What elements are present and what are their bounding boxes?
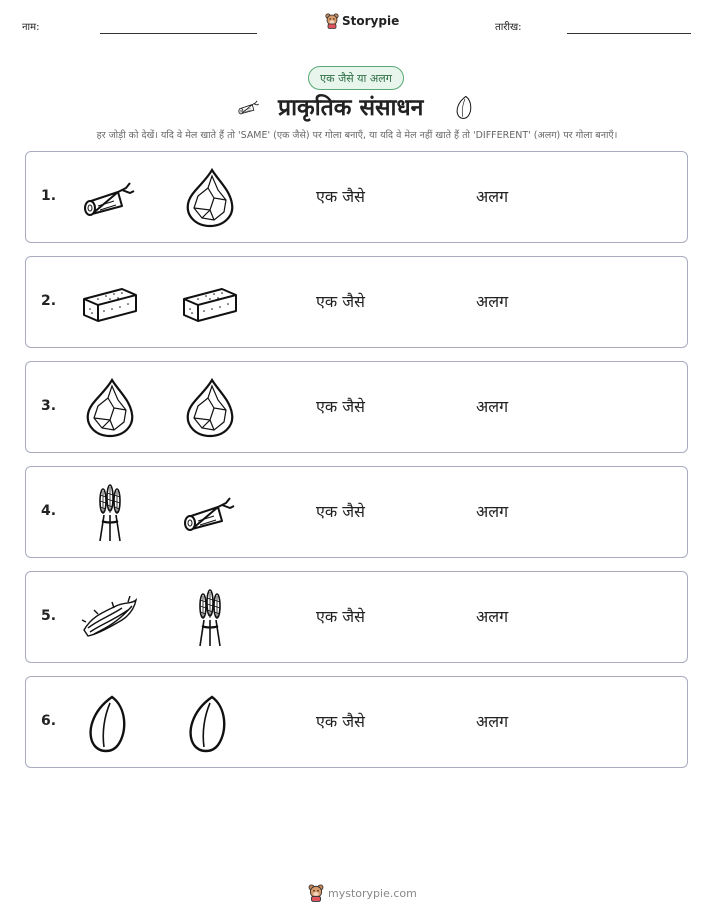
different-option[interactable]: अलग	[476, 397, 509, 416]
brick-icon	[78, 271, 142, 335]
question-row	[25, 571, 688, 663]
same-option[interactable]: एक जैसे	[316, 187, 365, 206]
worksheet-header	[0, 0, 714, 50]
question-number: 2.	[41, 293, 57, 309]
bear-mascot-icon	[308, 884, 324, 902]
seed-icon	[178, 691, 242, 755]
seed-icon	[78, 691, 142, 755]
brick-icon	[178, 271, 242, 335]
log-icon	[178, 481, 242, 545]
activity-badge: एक जैसे या अलग	[308, 66, 404, 90]
flint-stone-icon	[178, 376, 242, 440]
question-row	[25, 256, 688, 348]
question-row	[25, 466, 688, 558]
different-option[interactable]: अलग	[476, 187, 509, 206]
question-number: 3.	[41, 398, 57, 414]
different-option[interactable]: अलग	[476, 607, 509, 626]
question-number: 1.	[41, 188, 57, 204]
different-option[interactable]: अलग	[476, 502, 509, 521]
seed-icon	[452, 92, 478, 122]
footer-url: mystorypie.com	[328, 886, 417, 900]
same-option[interactable]: एक जैसे	[316, 502, 365, 521]
different-option[interactable]: अलग	[476, 712, 509, 731]
name-field-line[interactable]	[100, 33, 257, 34]
question-row	[25, 676, 688, 768]
same-option[interactable]: एक जैसे	[316, 607, 365, 626]
question-row	[25, 151, 688, 243]
brand-name: Storypie	[342, 14, 400, 28]
same-option[interactable]: एक जैसे	[316, 397, 365, 416]
question-row	[25, 361, 688, 453]
flint-stone-icon	[78, 376, 142, 440]
date-label: तारीख:	[495, 22, 522, 33]
same-option[interactable]: एक जैसे	[316, 292, 365, 311]
question-number: 4.	[41, 503, 57, 519]
wheat-bundle-icon	[178, 586, 242, 650]
footer	[308, 884, 417, 902]
question-number: 6.	[41, 713, 57, 729]
wheat-bundle-icon	[78, 481, 142, 545]
page-title: प्राकृतिक संसाधन	[278, 95, 424, 121]
flint-stone-icon	[178, 166, 242, 230]
title-row	[0, 90, 714, 124]
name-label: नाम:	[22, 22, 40, 33]
different-option[interactable]: अलग	[476, 292, 509, 311]
log-icon	[78, 166, 142, 230]
date-field-line[interactable]	[567, 33, 691, 34]
question-number: 5.	[41, 608, 57, 624]
same-option[interactable]: एक जैसे	[316, 712, 365, 731]
brand-logo	[325, 13, 399, 29]
hide-icon	[78, 586, 142, 650]
bear-mascot-icon	[325, 13, 339, 29]
log-icon	[234, 94, 264, 120]
instructions-text: हर जोड़ी को देखें। यदि वे मेल खाते हैं तो 'SAME' (एक जैसे) पर गोला बनाएँ, या यदि वे मेल नहीं खाते हैं तो 'DIFFERENT' (अलग) पर गोला बनाएँ।	[96, 130, 618, 141]
